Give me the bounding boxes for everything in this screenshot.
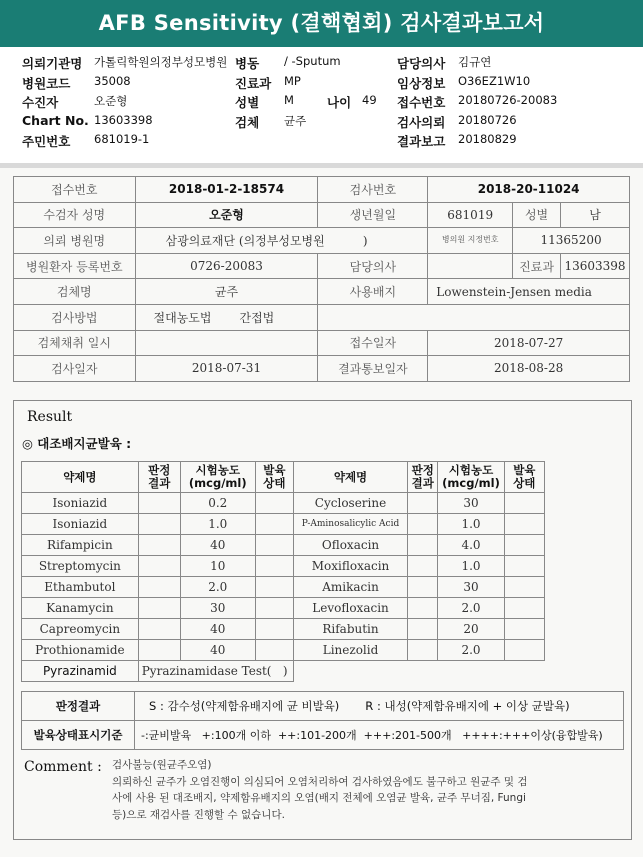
susceptibility-table — [21, 461, 545, 682]
drug-row — [22, 535, 545, 556]
drug-row — [22, 514, 545, 535]
hospital-label: 의뢰기관명 — [22, 56, 83, 71]
form-sex-label: 성별 — [513, 202, 561, 228]
clinical-label: 임상정보 — [397, 75, 446, 91]
judge-cell — [138, 514, 180, 535]
form-hospital-label: 의뢰 병원명 — [14, 228, 136, 254]
report-label: 결과보고 — [397, 134, 446, 149]
form-received-label: 접수일자 — [318, 330, 428, 356]
col-conc-left: 시험농도 (mcg/ml) — [180, 462, 255, 493]
growth-criteria-label: 발육상태표시기준 — [22, 721, 135, 750]
conc-value: 1.0 — [438, 514, 504, 535]
drug-name: Linezolid — [293, 640, 407, 661]
comment-label: Comment : — [24, 759, 102, 775]
specimen-label: 검체 — [235, 114, 260, 130]
control-growth-label: ◎ 대조배지균발육 : — [22, 436, 132, 451]
growth-cell — [504, 535, 544, 556]
conc-value: 40 — [180, 619, 255, 640]
growth-cell — [255, 493, 293, 514]
judge-s: S : 감수성(약제함유배지에 균 비발육) — [149, 699, 340, 713]
exam-doctor-label: 검사의뢰 — [397, 114, 446, 130]
drug-row — [22, 556, 545, 577]
conc-value: 30 — [438, 493, 504, 514]
conc-value: 40 — [180, 535, 255, 556]
form-name-label: 수검자 성명 — [14, 202, 136, 228]
col-growth-right: 발육 상태 — [504, 462, 544, 493]
chart-value: 13603398 — [94, 112, 153, 127]
growth-criteria-value: -:균비발육 +:100개 이하 ++:101-200개 +++:201-500개 ++++:+++이상(융합발육) — [135, 721, 624, 750]
rrn-value: 681019-1 — [94, 132, 150, 146]
drug-name: Cycloserine — [293, 493, 407, 514]
form-test-no-value: 2018-20-11024 — [428, 177, 630, 203]
drug-name: Isoniazid — [22, 493, 139, 514]
conc-value: 1.0 — [180, 514, 255, 535]
col-judge-right: 판정 결과 — [408, 462, 438, 493]
form-specimen-value: 균주 — [135, 279, 318, 305]
drug-name: Rifabutin — [293, 619, 407, 640]
conc-value: 30 — [438, 577, 504, 598]
growth-cell — [255, 556, 293, 577]
form-method-blank — [318, 304, 630, 330]
drug-row — [22, 598, 545, 619]
report-title: AFB Sensitivity (결핵협회) 검사결과보고서 — [0, 0, 643, 47]
growth-cell — [255, 535, 293, 556]
judge-cell — [138, 535, 180, 556]
form-collect-value — [135, 330, 318, 356]
drug-name: Amikacin — [293, 577, 407, 598]
result-section — [13, 400, 632, 840]
drug-name: Moxifloxacin — [293, 556, 407, 577]
form-birth-value: 681019 — [428, 202, 513, 228]
sex-value: M — [284, 93, 294, 107]
judge-cell — [138, 598, 180, 619]
conc-value: 30 — [180, 598, 255, 619]
drug-row — [22, 640, 545, 661]
hospital-value: 가톨릭학원의정부성모병원 — [94, 55, 228, 69]
comment-line: 검사불능(원균주오염) — [112, 759, 212, 771]
col-judge-left: 판정 결과 — [138, 462, 180, 493]
growth-cell — [255, 514, 293, 535]
request-form-table — [13, 176, 630, 382]
receipt-value: 20180726-20083 — [458, 93, 558, 107]
form-method-value — [135, 304, 318, 330]
conc-value: 2.0 — [438, 640, 504, 661]
form-test-no-label: 검사번호 — [318, 177, 428, 203]
form-hospital-value: 삼광의료재단 (의정부성모병원 ) — [135, 228, 428, 254]
form-testdate-label: 검사일자 — [14, 356, 136, 382]
drug-name: P-Aminosalicylic Acid — [293, 514, 407, 535]
drug-name: Kanamycin — [22, 598, 139, 619]
conc-value: 0.2 — [180, 493, 255, 514]
comment-line: 의뢰하신 균주가 오염진행이 의심되어 오염처리하여 검사하였음에도 불구하고 원균주 및 검 — [112, 775, 528, 788]
judge-r: R : 내성(약제함유배지에 + 이상 균발육) — [365, 699, 570, 713]
pza-blank — [293, 661, 544, 682]
judge-criteria-value — [135, 692, 624, 721]
pza-drug: Pyrazinamid — [22, 661, 139, 682]
form-method-label: 검사방법 — [14, 304, 136, 330]
drug-row — [22, 577, 545, 598]
drug-row — [22, 619, 545, 640]
form-doctor-value — [428, 253, 513, 279]
age-label: 나이 — [327, 95, 352, 110]
col-drug-left: 약제명 — [22, 462, 139, 493]
dept-label: 진료과 — [235, 75, 272, 91]
growth-cell — [255, 619, 293, 640]
judge-cell — [408, 619, 438, 640]
conc-value: 2.0 — [438, 598, 504, 619]
growth-cell — [504, 577, 544, 598]
form-birth-label: 생년월일 — [318, 202, 428, 228]
judge-cell — [138, 493, 180, 514]
doctor-label: 담당의사 — [397, 56, 446, 71]
form-reg-label: 병원환자 등록번호 — [14, 253, 136, 279]
judge-cell — [138, 619, 180, 640]
receipt-label: 접수번호 — [397, 95, 446, 110]
drug-name: Ofloxacin — [293, 535, 407, 556]
form-name-value: 오준형 — [135, 202, 318, 228]
conc-value: 4.0 — [438, 535, 504, 556]
growth-cell — [255, 598, 293, 619]
judge-cell — [408, 535, 438, 556]
judge-cell — [408, 493, 438, 514]
form-medium-value: Lowenstein-Jensen media — [428, 279, 630, 305]
conc-value: 10 — [180, 556, 255, 577]
drug-name: Rifampicin — [22, 535, 139, 556]
form-medium-label: 사용배지 — [318, 279, 428, 305]
judge-cell — [408, 556, 438, 577]
form-dept-value: 13603398 — [560, 253, 629, 279]
chart-label: Chart No. — [22, 112, 89, 128]
judge-cell — [138, 640, 180, 661]
form-dept-label: 진료과 — [513, 253, 561, 279]
ward-label: 병동 — [235, 56, 260, 71]
growth-cell — [504, 514, 544, 535]
judge-cell — [408, 577, 438, 598]
drug-name: Levofloxacin — [293, 598, 407, 619]
comment-text — [112, 757, 622, 823]
growth-cell — [504, 556, 544, 577]
patient-label: 수진자 — [22, 95, 59, 110]
result-title: Result — [27, 409, 73, 425]
form-receipt-no-label: 접수번호 — [14, 177, 136, 203]
form-specimen-label: 검체명 — [14, 279, 136, 305]
form-designated-value: 11365200 — [513, 228, 630, 254]
growth-cell — [504, 619, 544, 640]
col-drug-right: 약제명 — [293, 462, 407, 493]
growth-cell — [504, 640, 544, 661]
patient-value: 오준형 — [94, 94, 128, 108]
form-collect-label: 검체채취 일시 — [14, 330, 136, 356]
pza-row — [22, 661, 545, 682]
judge-cell — [138, 577, 180, 598]
method-absolute: 절대농도법 — [153, 310, 212, 325]
doctor-value: 김규연 — [458, 55, 492, 69]
comment-line: 등)으로 재검사를 진행할 수 없습니다. — [112, 808, 285, 821]
growth-cell — [255, 577, 293, 598]
hospcode-value: 35008 — [94, 73, 131, 88]
clinical-value: O36EZ1W10 — [458, 73, 531, 88]
rrn-label: 주민번호 — [22, 134, 71, 149]
form-receipt-no-value: 2018-01-2-18574 — [135, 177, 318, 203]
drug-name: Capreomycin — [22, 619, 139, 640]
specimen-value: 균주 — [284, 113, 307, 128]
exam-doctor-value: 20180726 — [458, 112, 517, 127]
comment-line: 사에 사용 된 대조배지, 약제함유배지의 오염(배지 전체에 오염균 발육, 균주 무너짐, Fungi — [112, 792, 526, 804]
form-designated-label: 병의원 지정번호 — [428, 228, 513, 254]
col-growth-left: 발육 상태 — [255, 462, 293, 493]
judge-criteria-label: 판정결과 — [22, 692, 135, 721]
drug-name: Prothionamide — [22, 640, 139, 661]
form-doctor-label: 담당의사 — [318, 253, 428, 279]
judge-cell — [408, 640, 438, 661]
patient-info-block — [22, 52, 632, 150]
drug-name: Streptomycin — [22, 556, 139, 577]
legend-table — [21, 691, 624, 750]
judge-cell — [138, 556, 180, 577]
form-notify-label: 결과통보일자 — [318, 356, 428, 382]
form-testdate-value: 2018-07-31 — [135, 356, 318, 382]
conc-value: 1.0 — [438, 556, 504, 577]
drug-name: Isoniazid — [22, 514, 139, 535]
form-notify-value: 2018-08-28 — [428, 356, 630, 382]
age-value: 49 — [362, 93, 377, 107]
conc-value: 20 — [438, 619, 504, 640]
ward-value: / -Sputum — [284, 54, 341, 68]
sex-label: 성별 — [235, 95, 260, 110]
col-conc-right: 시험농도 (mcg/ml) — [438, 462, 504, 493]
judge-cell — [408, 514, 438, 535]
conc-value: 2.0 — [180, 577, 255, 598]
drug-name: Ethambutol — [22, 577, 139, 598]
conc-value: 40 — [180, 640, 255, 661]
growth-cell — [255, 640, 293, 661]
judge-cell — [408, 598, 438, 619]
growth-cell — [504, 493, 544, 514]
form-reg-value: 0726-20083 — [135, 253, 318, 279]
method-indirect: 간접법 — [239, 310, 275, 325]
pza-test: Pyrazinamidase Test( ) — [138, 661, 293, 682]
form-sex-value: 남 — [560, 202, 629, 228]
growth-cell — [504, 598, 544, 619]
report-value: 20180829 — [458, 132, 517, 146]
hospcode-label: 병원코드 — [22, 75, 71, 91]
dept-value: MP — [284, 73, 301, 88]
form-received-value: 2018-07-27 — [428, 330, 630, 356]
drug-row — [22, 493, 545, 514]
